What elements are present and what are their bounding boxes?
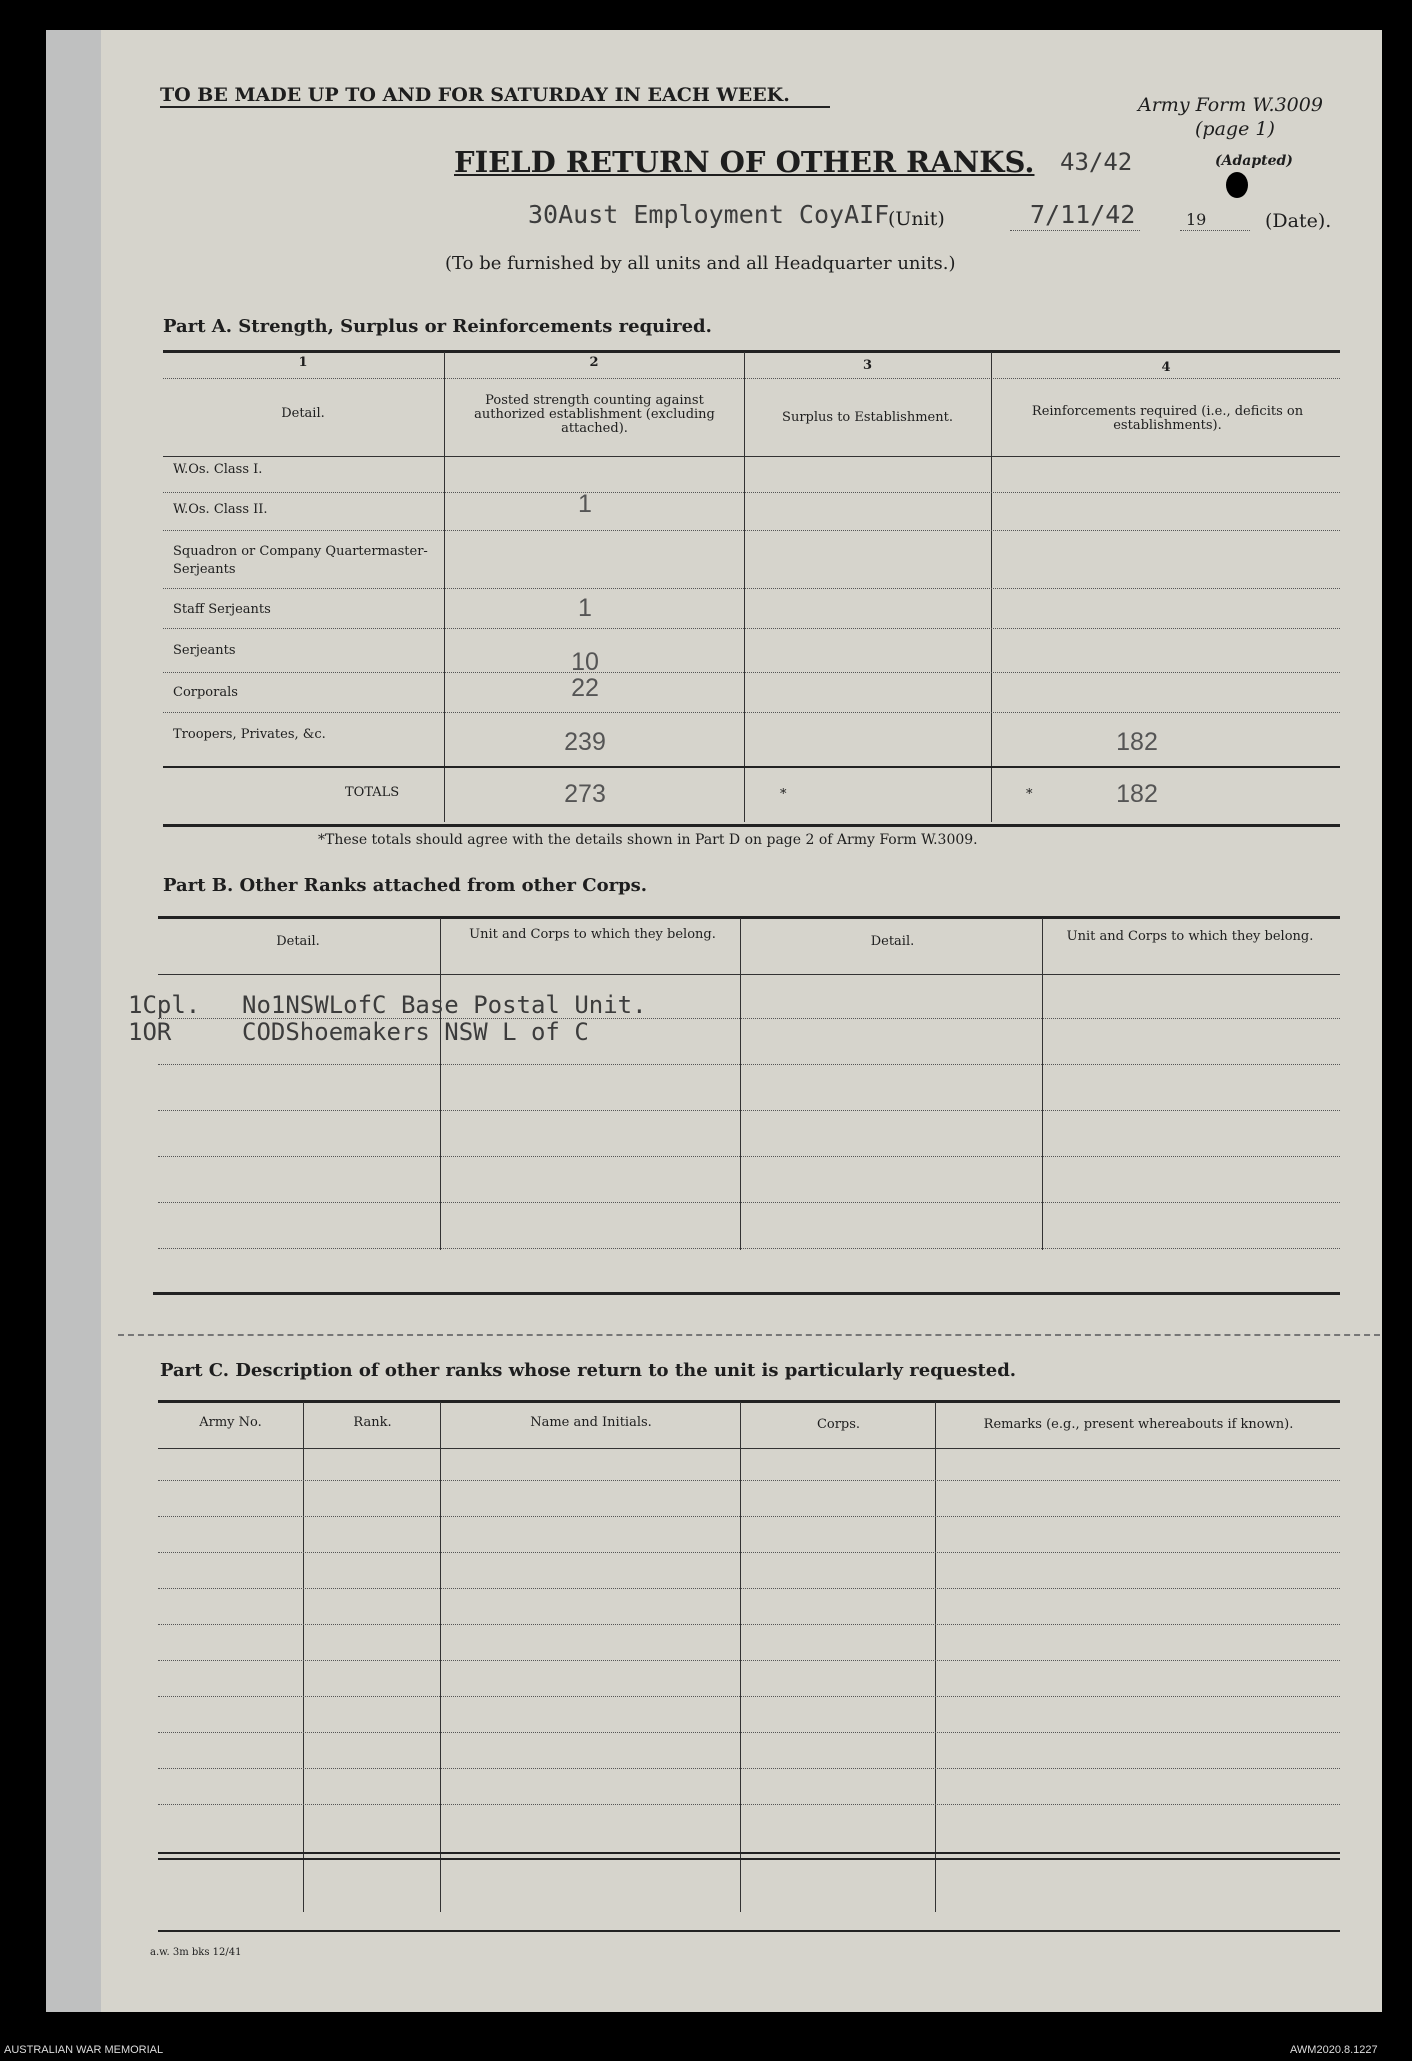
- row-detail-wo2: W.Os. Class II.: [173, 502, 268, 517]
- row-detail-privates: Troopers, Privates, &c.: [173, 727, 326, 742]
- part-c-bottom-rule: [158, 1930, 1340, 1932]
- part-b-entry-detail-2: 1OR: [128, 1018, 172, 1046]
- part-c-col-name: Name and Initials.: [530, 1415, 652, 1430]
- punch-hole: [1226, 172, 1248, 198]
- totals-posted: 273: [564, 780, 606, 808]
- footer-credit: AUSTRALIAN WAR MEMORIAL: [4, 2044, 164, 2056]
- col-header-detail: Detail.: [281, 406, 325, 421]
- part-c-divider-4: [935, 1402, 936, 1912]
- row-rule: [163, 672, 1340, 673]
- unit-label: (Unit): [888, 208, 945, 230]
- part-c-heading: Part C. Description of other ranks whose return to the unit is particularly requested.: [160, 1360, 1017, 1381]
- totals-reinforcements-mark: *: [1026, 787, 1033, 802]
- year-prefix: 19: [1186, 210, 1207, 229]
- part-a-bottom-rule: [163, 824, 1340, 827]
- row-posted-corporals: 22: [571, 674, 599, 702]
- part-c-divider-1: [303, 1402, 304, 1912]
- part-b-col-detail-2: Detail.: [870, 934, 915, 949]
- part-c-row-rule: [158, 1660, 1340, 1661]
- part-c-col-rank: Rank.: [353, 1415, 392, 1430]
- print-code: a.w. 3m bks 12/41: [150, 1947, 242, 1958]
- part-c-row-rule: [158, 1588, 1340, 1589]
- row-detail-wo1: W.Os. Class I.: [173, 462, 263, 477]
- part-b-row-rule: [158, 1248, 1340, 1249]
- row-detail-corporals: Corporals: [173, 685, 238, 700]
- part-b-row-rule: [158, 1110, 1340, 1111]
- col-number-3: 3: [862, 358, 873, 373]
- totals-reinforcements: 182: [1116, 780, 1158, 808]
- part-c-col-remarks: Remarks (e.g., present whereabouts if known).: [983, 1417, 1294, 1432]
- row-rule: [163, 530, 1340, 531]
- row-posted-privates: 239: [564, 728, 606, 756]
- col-header-reinforcements: Reinforcements required (i.e., deficits on establishments).: [1031, 404, 1304, 433]
- part-c-top-rule: [158, 1400, 1340, 1403]
- totals-label: TOTALS: [345, 785, 400, 800]
- row-posted-wo2: 1: [578, 490, 592, 518]
- part-a-divider-2: [744, 352, 745, 822]
- part-b-row-rule: [158, 1018, 1340, 1019]
- row-posted-staff-serjeants: 1: [578, 594, 592, 622]
- date-dotted-line: [1010, 230, 1140, 231]
- date-label: (Date).: [1265, 210, 1332, 232]
- part-b-header-rule: [158, 974, 1340, 975]
- part-c-col-corps: Corps.: [816, 1417, 861, 1432]
- part-a-top-rule: [163, 350, 1340, 353]
- part-b-divider-1: [440, 918, 441, 1250]
- part-c-double-rule-bottom: [158, 1858, 1340, 1860]
- part-c-double-rule-top: [158, 1852, 1340, 1854]
- unit-value: 30Aust Employment CoyAIF: [528, 200, 890, 229]
- row-rule: [163, 588, 1340, 589]
- col-number-2: 2: [589, 355, 599, 370]
- file-reference: 43/42: [1060, 148, 1133, 176]
- col-number-4: 4: [1161, 360, 1171, 375]
- part-c-row-rule: [158, 1768, 1340, 1769]
- form-page: (page 1): [1195, 118, 1275, 140]
- part-b-row-rule: [158, 1064, 1340, 1065]
- part-b-col-unit-1: Unit and Corps to which they belong.: [469, 927, 716, 942]
- part-c-row-rule: [158, 1480, 1340, 1481]
- year-dotted-line: [1180, 230, 1250, 231]
- part-b-col-unit-2: Unit and Corps to which they belong.: [1066, 929, 1314, 944]
- row-rule: [163, 628, 1340, 629]
- page-title: FIELD RETURN OF OTHER RANKS.: [454, 145, 1035, 179]
- part-b-divider-3: [1042, 918, 1043, 1250]
- totals-top-rule: [163, 766, 1340, 768]
- row-detail-cqms: Squadron or Company Quartermaster-Serjeants: [173, 544, 428, 577]
- row-rule: [163, 712, 1340, 713]
- form-number: Army Form W.3009: [1138, 94, 1323, 116]
- part-b-entry-unit-1: No1NSWLofC Base Postal Unit.: [242, 991, 647, 1019]
- top-note: TO BE MADE UP TO AND FOR SATURDAY IN EACH WEEK.: [160, 84, 790, 106]
- col-header-rule: [163, 456, 1340, 457]
- part-c-row-rule: [158, 1516, 1340, 1517]
- part-b-bottom-rule: [153, 1292, 1340, 1295]
- col-number-1: 1: [298, 355, 308, 370]
- row-detail-serjeants: Serjeants: [173, 643, 236, 658]
- part-c-divider-3: [740, 1402, 741, 1912]
- part-b-entry-detail-1: 1Cpl.: [128, 991, 201, 1019]
- part-b-heading: Part B. Other Ranks attached from other Corps.: [163, 875, 648, 896]
- part-a-heading: Part A. Strength, Surplus or Reinforcements required.: [163, 316, 712, 337]
- paper-edge-strip: [46, 30, 101, 2012]
- part-b-row-rule: [158, 1156, 1340, 1157]
- row-rule: [163, 492, 1340, 493]
- part-c-divider-2: [440, 1402, 441, 1912]
- top-note-underline: [160, 106, 830, 108]
- part-c-row-rule: [158, 1696, 1340, 1697]
- part-c-row-rule: [158, 1624, 1340, 1625]
- date-value: 7/11/42: [1030, 200, 1136, 229]
- subtitle: (To be furnished by all units and all Headquarter units.): [445, 253, 956, 274]
- part-b-divider-2: [740, 918, 741, 1250]
- part-b-row-rule: [158, 1202, 1340, 1203]
- col-number-rule: [163, 378, 1340, 379]
- row-reinforcements-privates: 182: [1116, 728, 1158, 756]
- col-header-posted: Posted strength counting against authorized establishment (excluding attached).: [474, 393, 715, 436]
- part-c-row-rule: [158, 1804, 1340, 1805]
- part-a-footnote: *These totals should agree with the details shown in Part D on page 2 of Army Form W.3009.: [318, 832, 978, 848]
- part-c-row-rule: [158, 1552, 1340, 1553]
- adapted-note: (Adapted): [1215, 153, 1293, 169]
- part-b-entry-unit-2: CODShoemakers NSW L of C: [242, 1018, 589, 1046]
- perforation-line: [118, 1334, 1380, 1336]
- col-header-surplus: Surplus to Establishment.: [782, 410, 953, 425]
- footer-accession: AWM2020.8.1227: [1290, 2044, 1378, 2056]
- row-posted-serjeants: 10: [571, 648, 599, 676]
- row-detail-staff-serjeants: Staff Serjeants: [173, 602, 271, 617]
- part-c-col-army-no: Army No.: [199, 1415, 262, 1430]
- part-c-header-rule: [158, 1448, 1340, 1449]
- part-b-top-rule: [158, 916, 1340, 919]
- totals-surplus-mark: *: [780, 787, 787, 802]
- part-b-col-detail-1: Detail.: [276, 934, 320, 949]
- part-c-row-rule: [158, 1732, 1340, 1733]
